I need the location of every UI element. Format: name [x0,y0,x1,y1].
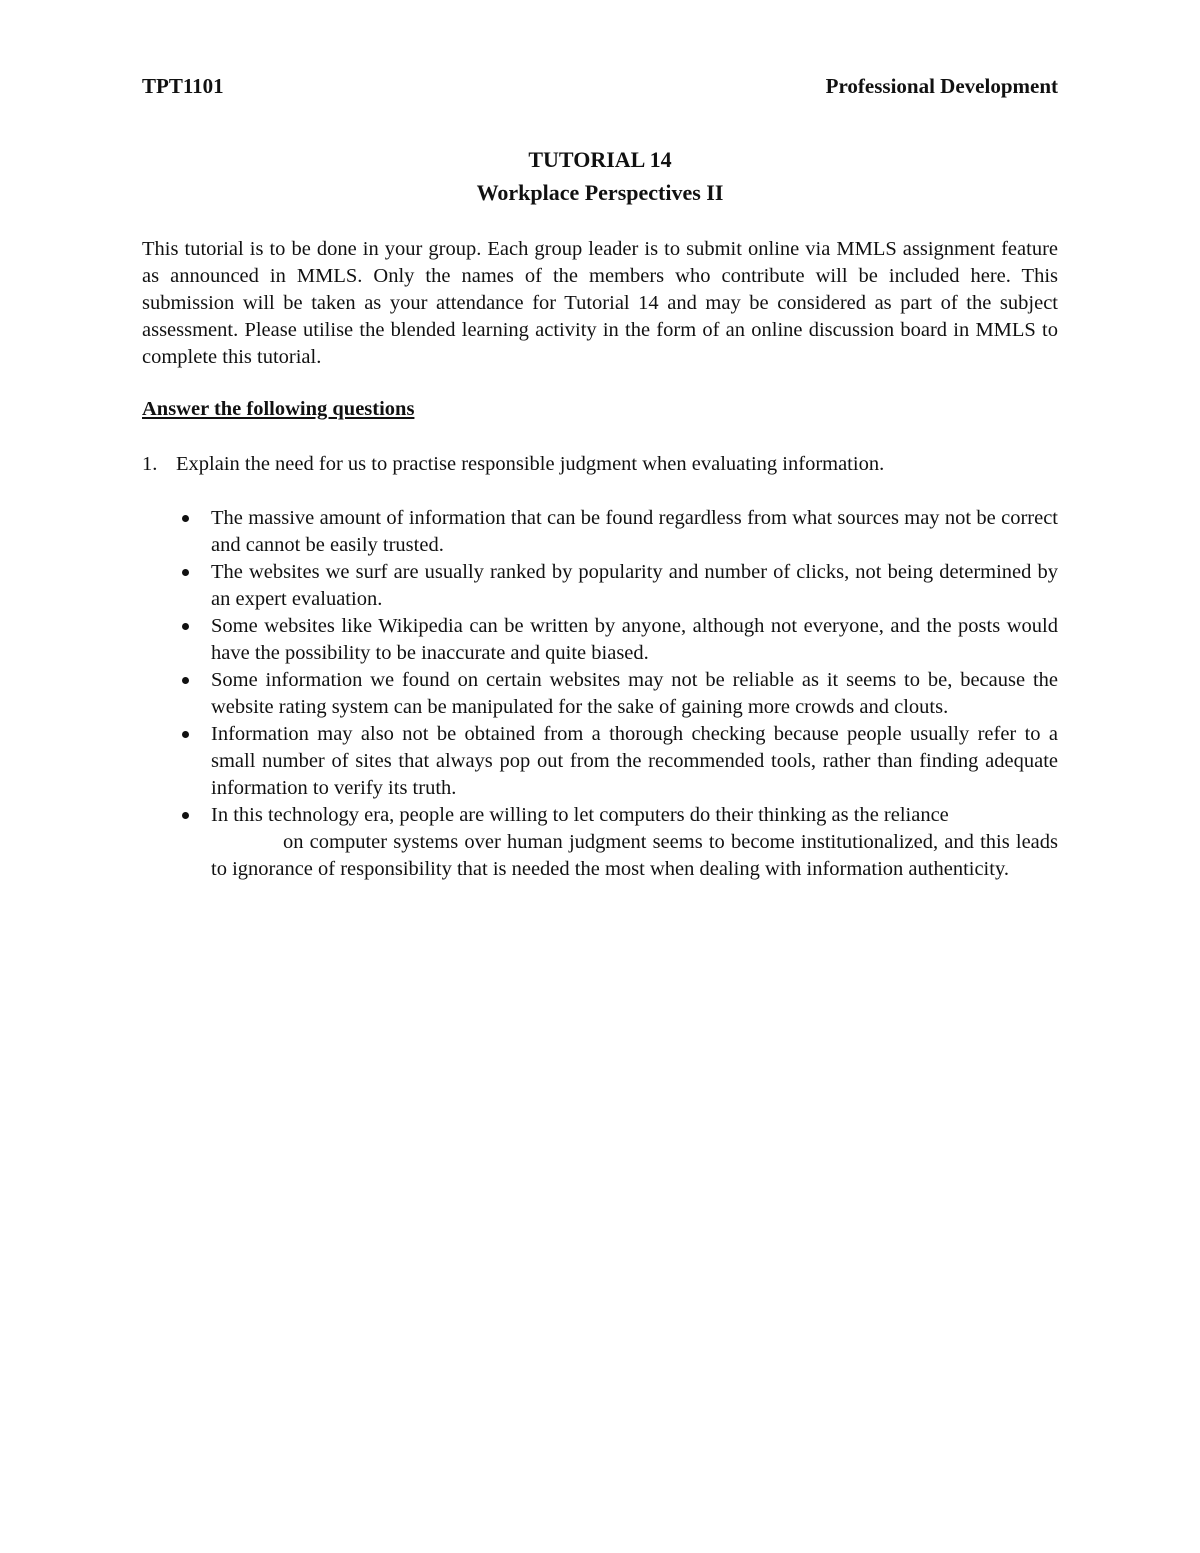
answer-text-line1: In this technology era, people are willing to let computers do their thinking as the reliance [211,804,949,826]
bullet-icon [182,677,189,684]
question-1 [142,450,1058,478]
answer-text: The websites we surf are usually ranked by popularity and number of clicks, not being determined by an expert evaluation. [211,561,1058,610]
list-item [180,721,1058,802]
question-text: Explain the need for us to practise responsible judgment when evaluating information. [176,453,885,475]
tutorial-topic: Workplace Perspectives II [476,180,724,205]
course-name: Professional Development [825,74,1058,98]
tutorial-title: TUTORIAL 14 [528,147,672,172]
list-item [180,505,1058,559]
answer-text-rest [211,829,1058,883]
answer-text: Some websites like Wikipedia can be written by anyone, although not everyone, and the posts would have the possibility to be inaccurate and quite biased. [211,615,1058,664]
list-item [180,802,1058,883]
list-item [180,667,1058,721]
bullet-icon [182,731,189,738]
answer-text: The massive amount of information that can be found regardless from what sources may not be correct and cannot be easily trusted. [211,507,1058,556]
bullet-icon [182,569,189,576]
question-number: 1. [142,453,158,475]
answer-list [180,505,1058,883]
course-code: TPT1101 [142,74,224,98]
intro-paragraph: This tutorial is to be done in your group. Each group leader is to submit online via MMLS assignment feature as announced in MMLS. Only the names of the members who contribute will be included here. This submission will be taken as your attendance for Tutorial 14 and may be considered as part of the subject assessment. Please utilise the blended learning activity in the form of an online discussion board in MMLS to complete this tutorial. [142,238,1058,368]
bullet-icon [182,812,189,819]
bullet-icon [182,623,189,630]
answer-text-continuation: on computer systems over human judgment seems to become institutionalized, and this leads to ignorance of responsibility that is needed the most when dealing with information authenticity. [211,831,1058,880]
running-header [142,72,1058,100]
answer-text: Some information we found on certain websites may not be reliable as it seems to be, because the website rating system can be manipulated for the sake of gaining more crowds and clouts. [211,669,1058,718]
list-item [180,559,1058,613]
section-heading: Answer the following questions [142,398,415,420]
answer-text: Information may also not be obtained from a thorough checking because people usually refer to a small number of sites that always pop out from the recommended tools, rather than finding adequate information to verify its truth. [211,723,1058,799]
bullet-icon [182,515,189,522]
list-item [180,613,1058,667]
title-block [142,143,1058,209]
